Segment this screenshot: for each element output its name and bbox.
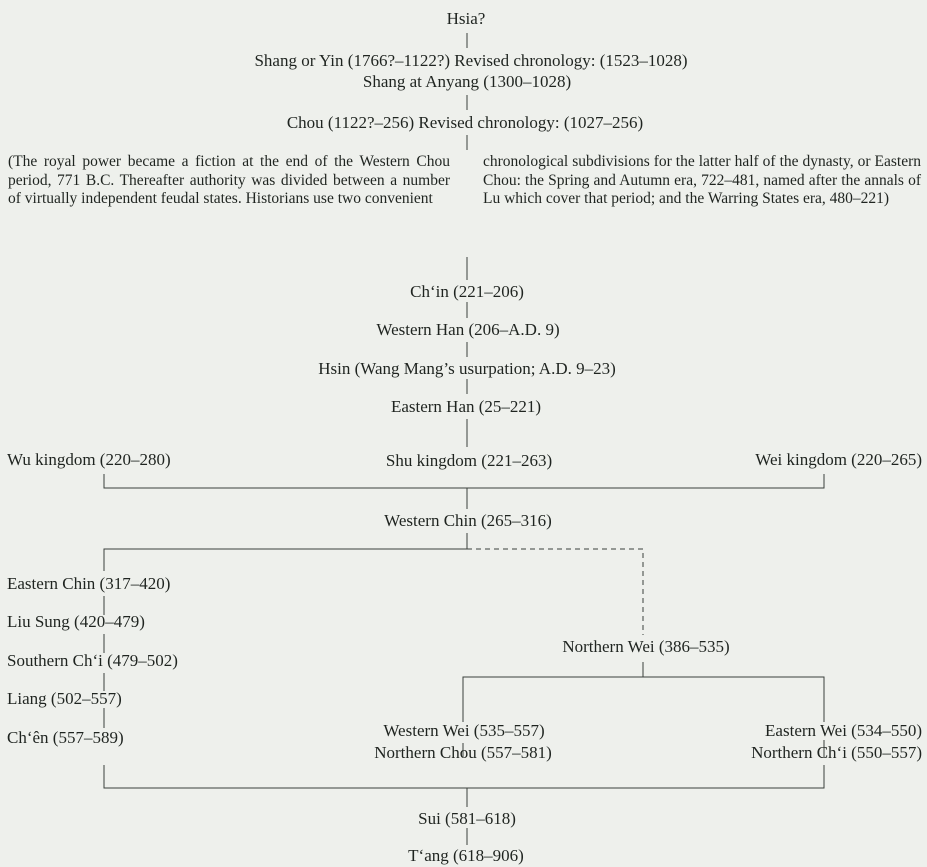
node-northern-chi: Northern Ch‘i (550–557) [751,743,922,762]
node-sui: Sui (581–618) [418,809,516,828]
node-liu-sung: Liu Sung (420–479) [7,612,145,631]
node-western-chin: Western Chin (265–316) [384,511,552,530]
branch-to-eastern-chin [104,549,467,571]
node-tang: T‘ang (618–906) [408,846,524,865]
node-shu-kingdom: Shu kingdom (221–263) [385,451,553,470]
node-chin: Ch‘in (221–206) [410,282,524,301]
node-eastern-han: Eastern Han (25–221) [390,397,542,416]
node-chen: Ch‘ên (557–589) [7,728,124,747]
bracket-three-kingdoms [104,474,824,488]
node-liang: Liang (502–557) [7,689,122,708]
bracket-reunification [104,765,824,788]
node-western-wei: Western Wei (535–557) [383,721,545,740]
node-shang-anyang: Shang at Anyang (1300–1028) [362,72,572,91]
note-left-column: (The royal power became a fiction at the end of the Western Chou period, 771 B.C. Thereafter authority was divided between a number of virtually independent feudal states. Historians use two convenient [8,153,450,207]
node-shang: Shang or Yin (1766?–1122?) Revised chronology: (1523–1028) [254,51,688,70]
note-right-column: chronological subdivisions for the latter half of the dynasty, or Eastern Chou: the Spring and Autumn era, 722–481, named after the annals of Lu which cover that period; and the Warring States era, 480–221) [483,153,921,207]
bracket-northern-wei-split [463,677,824,722]
node-southern-chi: Southern Ch‘i (479–502) [7,651,178,670]
node-eastern-chin: Eastern Chin (317–420) [7,574,171,593]
dashed-link-westernchin-northernwei [467,549,643,635]
node-eastern-wei: Eastern Wei (534–550) [765,721,922,740]
node-western-han: Western Han (206–A.D. 9) [376,320,560,339]
node-hsin: Hsin (Wang Mang’s usurpation; A.D. 9–23) [318,359,616,378]
node-northern-wei: Northern Wei (386–535) [562,637,730,656]
node-chou: Chou (1122?–256) Revised chronology: (1027–256) [286,113,644,132]
node-northern-chou: Northern Chou (557–581) [374,743,552,762]
node-wu-kingdom: Wu kingdom (220–280) [7,450,171,469]
node-wei-kingdom: Wei kingdom (220–265) [755,450,922,469]
node-hsia: Hsia? [446,9,486,28]
